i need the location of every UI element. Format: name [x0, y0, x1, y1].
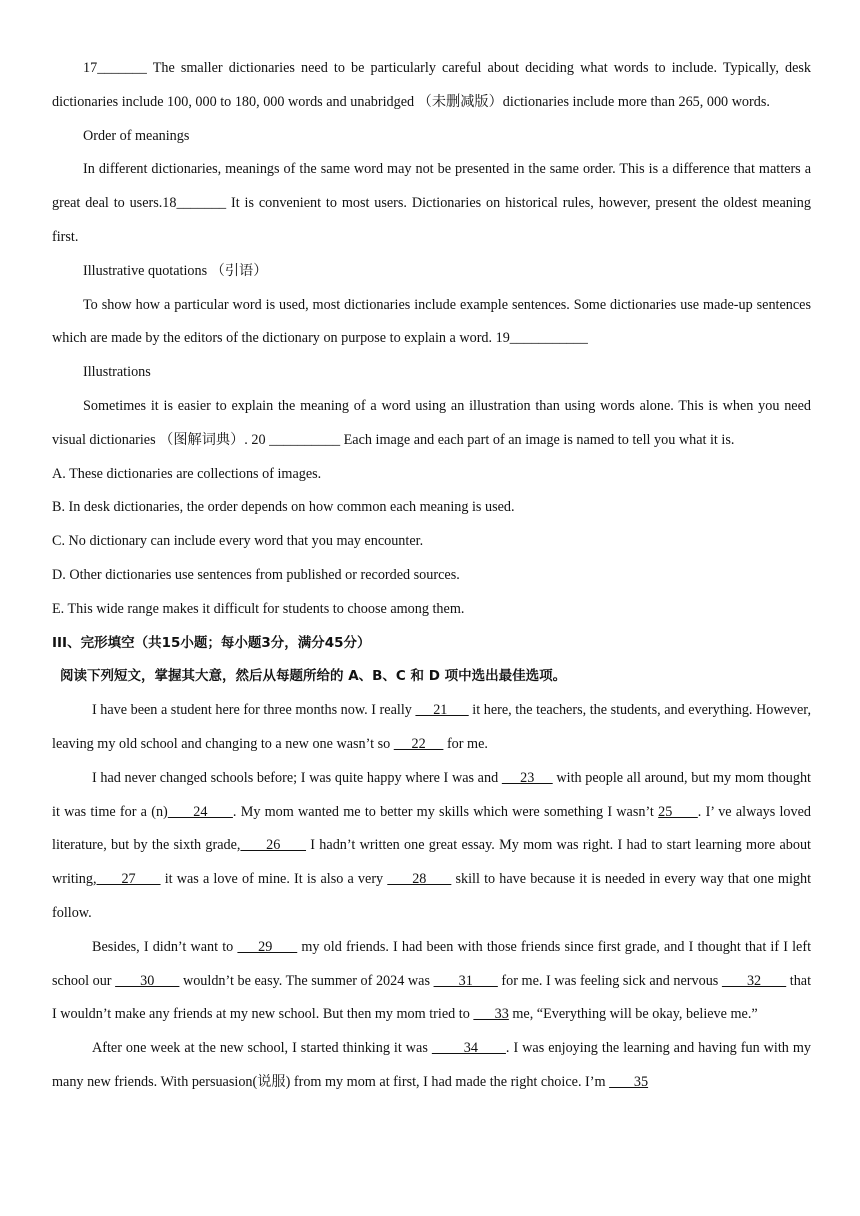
text: wouldn’t be easy. The summer of 2024 was — [179, 972, 434, 989]
blank-22: 22 — [393, 735, 444, 752]
blank-29: 29 — [237, 938, 298, 955]
text: . My mom wanted me to better my skills which were something I wasn’t — [232, 803, 659, 820]
option-b: B. In desk dictionaries, the order depends on how common each meaning is used. — [52, 499, 515, 516]
blank-35: 35 — [609, 1073, 649, 1090]
blank-21: 21 — [415, 702, 469, 719]
cloze-paragraph-2 — [52, 762, 811, 931]
text: my old friends. I had been with those friends since first grade, and I thought that if I left school our — [52, 938, 812, 989]
text: that I wouldn’t make any friends at my new school. But then my mom tried to — [52, 972, 812, 1023]
cloze-paragraph-1 — [52, 694, 811, 762]
blank-26: 26 — [240, 837, 307, 854]
blank-32: 32 — [721, 972, 787, 989]
blank-33: 33 — [473, 1006, 509, 1023]
option-a: A. These dictionaries are collections of images. — [52, 465, 322, 482]
option-d: D. Other dictionaries use sentences from published or recorded sources. — [52, 566, 460, 583]
blank-31: 31 — [433, 972, 498, 989]
heading-illustrative-quotations: Illustrative quotations （引语） — [83, 262, 268, 279]
text: . I’ ve always loved literature, but by the sixth grade, — [52, 803, 812, 854]
text: . I was enjoying the learning and having fun with my many new friends. With persuasion(说服) from my mom at first, I had made the right choice. I’m — [52, 1040, 812, 1090]
text: with people all around, but my mom thought it was time for a (n) — [52, 769, 812, 820]
reading-paragraph-17: 17_______ The smaller dictionaries need to be particularly careful about deciding what words to include. Typically, desk dictionaries include 100, 000 to 180, 000 words and unabridged （未删减版）dictionaries include more than 265, 000 words. — [52, 60, 811, 110]
blank-27: 27 — [96, 871, 161, 888]
option-c: C. No dictionary can include every word that you may encounter. — [52, 533, 424, 550]
blank-28: 28 — [387, 871, 452, 888]
text: it here, the teachers, the students, and everything. However, leaving my old school and changing to a new one wasn’t so — [52, 702, 811, 752]
cloze-paragraph-3 — [52, 931, 811, 1032]
document-page — [52, 52, 811, 1100]
heading-illustrations: Illustrations — [83, 364, 151, 381]
text: skill to have because it is needed in every way that one might follow. — [52, 871, 812, 921]
text: me, “Everything will be okay, believe me.” — [508, 1006, 758, 1023]
reading-paragraph-18: In different dictionaries, meanings of the same word may not be presented in the same order. This is a difference that matters a great deal to users.18_______ It is convenient to most users. Dictionaries on historical rules, however, present the oldest meaning first. — [52, 161, 811, 245]
text: After one week at the new school, I started thinking it was — [92, 1040, 432, 1057]
blank-23: 23 — [501, 769, 553, 786]
text: for me. I was feeling sick and nervous — [497, 972, 722, 989]
cloze-paragraph-4 — [52, 1032, 811, 1100]
blank-25: 25 — [658, 803, 698, 820]
cloze-instruction: 阅读下列短文，掌握其大意，然后从每题所给的 A、B、C 和 D 项中选出最佳选项。 — [60, 668, 567, 685]
text: it was a love of mine. It is also a very — [160, 871, 388, 888]
reading-paragraph-20: Sometimes it is easier to explain the meaning of a word using an illustration than using words alone. This is when you need visual dictionaries （图解词典）. 20 __________ Each image and each part of an image is named to tell you what it is. — [52, 397, 811, 448]
blank-24: 24 — [167, 803, 233, 820]
text: I hadn’t written one great essay. My mom was right. I had to start learning more about writing, — [52, 837, 811, 888]
blank-30: 30 — [115, 972, 180, 989]
reading-paragraph-19: To show how a particular word is used, most dictionaries include example sentences. Some dictionaries use made-up sentences which are made by the editors of the dictionary on purpose to explain a word. 19___________ — [52, 296, 811, 347]
text: I had never changed schools before; I was quite happy where I was and — [92, 769, 502, 786]
text: Besides, I didn’t want to — [92, 938, 238, 955]
blank-34: 34 — [431, 1040, 506, 1057]
heading-order-of-meanings: Order of meanings — [83, 127, 190, 144]
cloze-section-title: III、完形填空（共15小题；每小题3分，满分45分） — [52, 634, 371, 651]
option-e: E. This wide range makes it difficult for students to choose among them. — [52, 600, 465, 617]
text: for me. — [443, 735, 488, 752]
text: I have been a student here for three months now. I really — [92, 702, 416, 719]
